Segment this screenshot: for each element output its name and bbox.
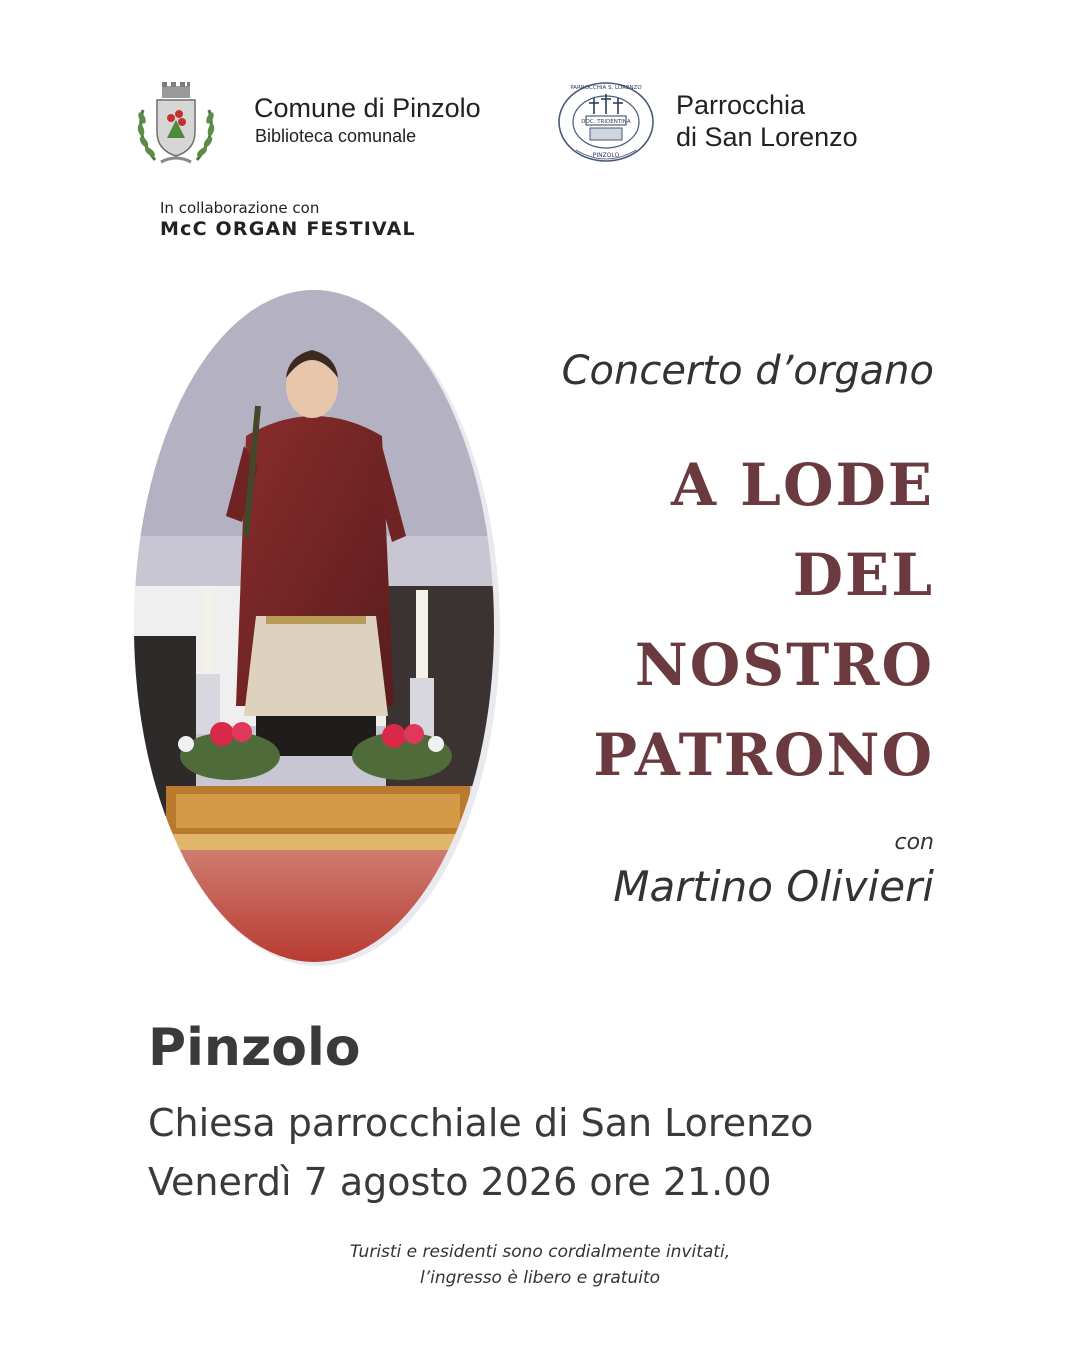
festival-name: McC ORGAN FESTIVAL	[160, 218, 416, 240]
seal-text-top: PARROCCHIA S. LORENZO	[570, 85, 642, 91]
seal-text-bottom: PINZOLO	[592, 152, 620, 159]
performer-name: Martino Olivieri	[613, 862, 934, 911]
event-city: Pinzolo	[148, 1018, 361, 1078]
with-label: con	[894, 830, 934, 855]
comune-subtitle: Biblioteca comunale	[255, 126, 417, 146]
parish-seal-icon	[556, 80, 656, 164]
municipal-crest-icon	[133, 80, 219, 168]
event-title-line-2: DEL	[792, 541, 934, 609]
parish-name-line1: Parrocchia	[676, 90, 806, 120]
seal-text-center: DOC. TRIDENTINA	[581, 119, 631, 125]
invitation-note-line1: Turisti e residenti sono cordialmente invitati,	[349, 1242, 731, 1262]
event-datetime: Venerdì 7 agosto 2026 ore 21.00	[148, 1160, 772, 1204]
comune-name: Comune di Pinzolo	[254, 93, 481, 123]
saint-statue-image	[126, 286, 510, 966]
event-type: Concerto d’organo	[561, 348, 934, 394]
invitation-note-line2: l’ingresso è libero e gratuito	[419, 1268, 661, 1288]
collaboration-intro: In collaborazione con	[160, 199, 320, 217]
event-title-line-3: NOSTRO	[634, 631, 934, 699]
event-venue: Chiesa parrocchiale di San Lorenzo	[148, 1101, 814, 1145]
parish-name-line2: di San Lorenzo	[676, 122, 858, 152]
event-title-line-4: PATRONO	[593, 721, 934, 789]
event-title-line-1: A LODE	[670, 451, 934, 519]
